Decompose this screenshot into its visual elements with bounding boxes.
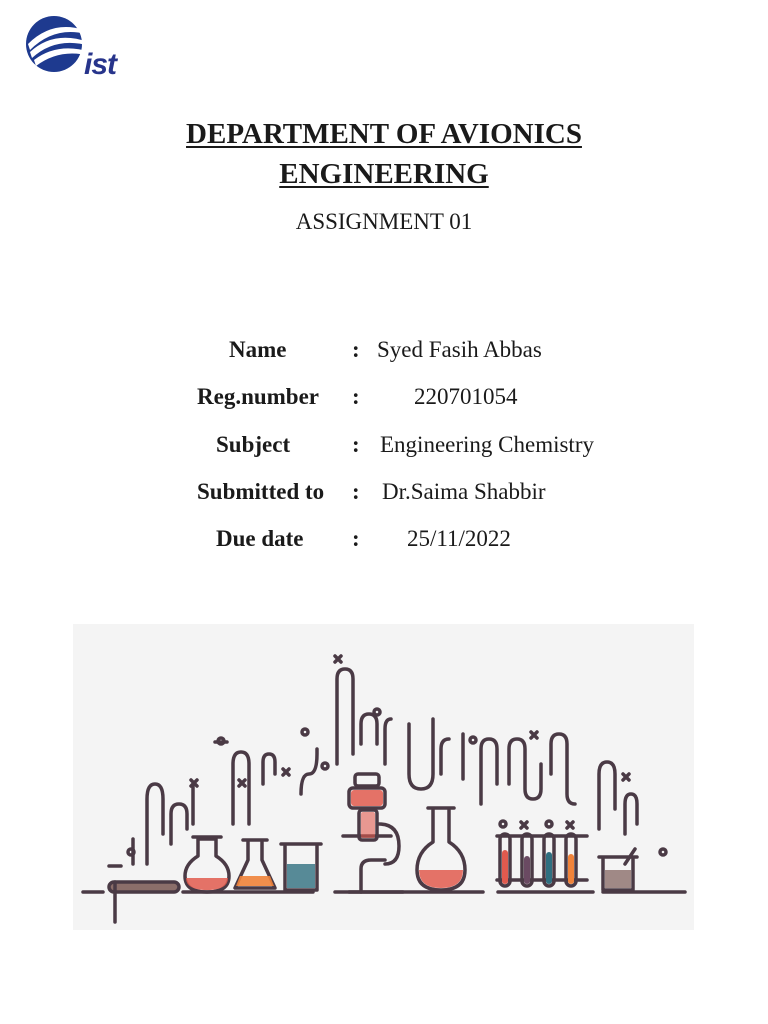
- info-value: Dr.Saima Shabbir: [382, 479, 546, 504]
- info-label: Due date: [216, 526, 304, 551]
- info-row-due-date: [0, 526, 768, 560]
- info-separator: :: [352, 432, 360, 457]
- chemistry-lab-illustration: [73, 624, 694, 930]
- assignment-subtitle: ASSIGNMENT 01: [295, 209, 473, 234]
- info-row-subject: [0, 432, 768, 466]
- info-value: Engineering Chemistry: [380, 432, 594, 457]
- title-line-2: ENGINEERING: [279, 158, 489, 190]
- page-title: [0, 114, 768, 194]
- info-separator: :: [352, 479, 360, 504]
- info-row-submitted-to: [0, 479, 768, 513]
- info-separator: :: [352, 337, 360, 362]
- info-row-name: [0, 337, 768, 371]
- info-label: Submitted to: [197, 479, 325, 504]
- info-separator: :: [352, 526, 360, 551]
- info-row-reg-number: [0, 384, 768, 418]
- lab-equipment-icon: [73, 624, 694, 930]
- info-label: Subject: [216, 432, 291, 457]
- title-line-1: DEPARTMENT OF AVIONICS: [186, 118, 582, 150]
- info-value: 220701054: [414, 384, 518, 409]
- info-value: Syed Fasih Abbas: [377, 337, 542, 362]
- info-label: Reg.number: [197, 384, 320, 409]
- info-separator: :: [352, 384, 360, 409]
- university-logo: [24, 12, 134, 80]
- logo-text: ist: [84, 48, 117, 81]
- info-label: Name: [229, 337, 287, 362]
- info-value: 25/11/2022: [407, 526, 511, 551]
